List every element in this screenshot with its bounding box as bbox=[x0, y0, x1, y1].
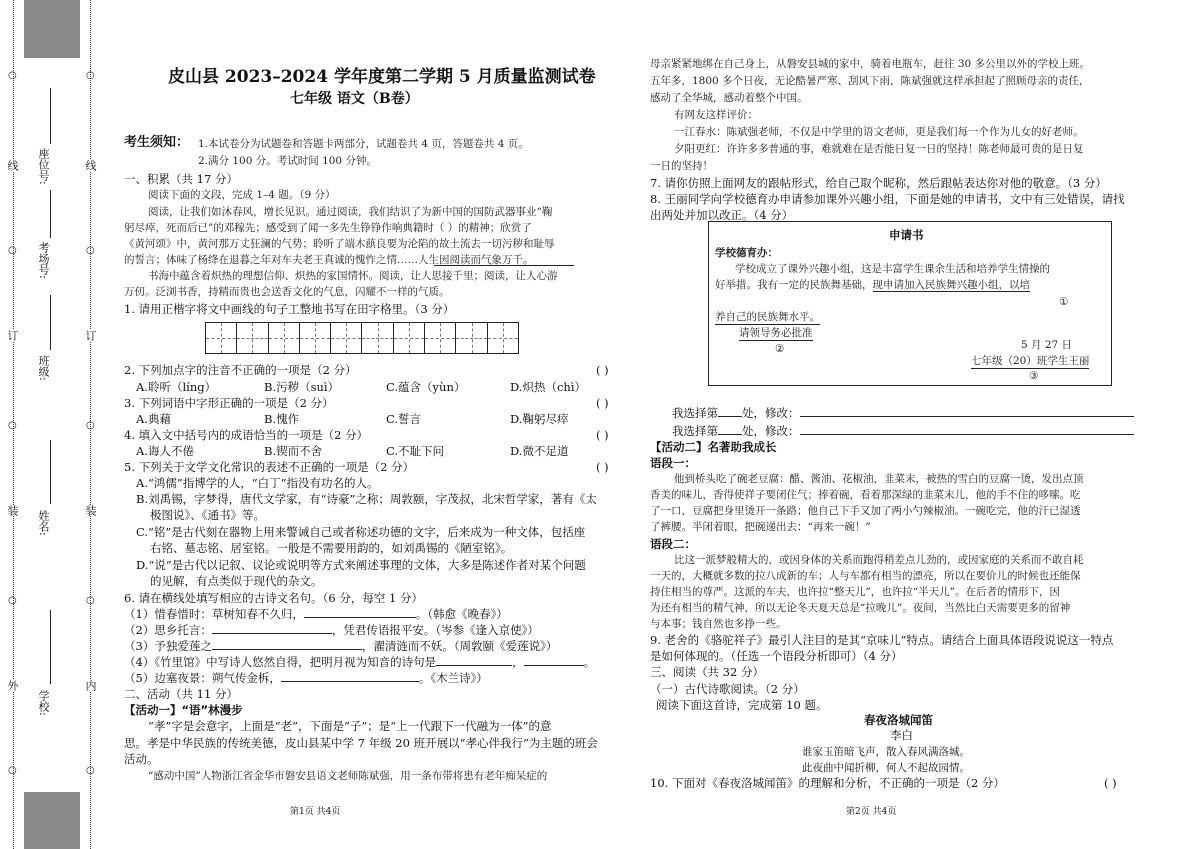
option: 右铭、墓志铭、居室铭。一般是不需要用韵的，如刘禹锡的《陋室铭》。 bbox=[150, 541, 513, 555]
excerpt-line: 了裤腰。半闭着眼，把碗递出去：“再来一碗！” bbox=[650, 521, 871, 533]
blank-field[interactable] bbox=[718, 416, 742, 417]
answer-line bbox=[672, 424, 1134, 438]
grid-cell[interactable] bbox=[488, 323, 518, 353]
letter-recipient: 学校德育办： bbox=[715, 247, 778, 259]
passage-line: 一日的坚持！ bbox=[650, 160, 713, 172]
option: 的见解，有点类似于现代的杂文。 bbox=[150, 574, 323, 588]
section-heading: 一、积累（共 17 分） bbox=[124, 172, 238, 186]
answer-paren[interactable]: ( ) bbox=[596, 428, 609, 442]
question-10: 10. 下面对《春夜洛城闻笛》的理解和分析，不正确的一项是（2 分） bbox=[650, 776, 1005, 790]
passage-line: 母亲紧紧地绑在自己身上，从磐安县城的家中，骑着电瓶车，赶往 30 多公里以外的学校上班。 bbox=[650, 58, 1091, 70]
inner-label-bind: 订 bbox=[84, 330, 97, 341]
poem-line: 谁家玉笛暗飞声，散入春风满洛城。 bbox=[802, 746, 970, 758]
notice-label: 考生须知： bbox=[124, 135, 190, 150]
letter-text: 好举措。我有一定的民族舞基础， bbox=[715, 279, 873, 291]
question-8: 出两处并加以改正。（4 分） bbox=[650, 208, 794, 222]
activity-text: 活动。 bbox=[124, 752, 159, 766]
option: C.蕴含（yùn） bbox=[386, 380, 466, 394]
excerpt-label: 语段二： bbox=[650, 537, 696, 551]
question-6: 6. 请在横线处填写相应的古诗文名句。（6 分，每空 1 分） bbox=[124, 591, 423, 605]
letter-date: 5 月 27 日 bbox=[1021, 339, 1073, 351]
activity-text: “孝”字是会意字，上面是“老”，下面是“子”；是“上一代跟下一代融为一体”的意 bbox=[148, 719, 552, 733]
letter-line: 学校成立了课外兴趣小组，这是丰富学生课余生活和培养学生情操的 bbox=[735, 263, 1050, 275]
activity-heading: 【活动二】名著助我成长 bbox=[650, 440, 777, 454]
activity-text: 思。孝是中华民族的传统美德，皮山县某中学 7 年级 20 班开展以“孝心伴我行”为主题的班会 bbox=[124, 736, 598, 750]
letter-line bbox=[715, 278, 1030, 292]
excerpt-line: 持住相当的尊严。这派的车夫，也许拉“整天儿”，也许拉“半天儿”。在后者的情形下，因 bbox=[650, 586, 1060, 598]
letter-signature: 七年级（20）班学生王丽 bbox=[971, 355, 1090, 367]
passage-line: 有网友这样评价： bbox=[674, 109, 758, 121]
inner-label-inside: 内 bbox=[84, 680, 97, 691]
passage-line: 感动了全华城，感动着整个中国。 bbox=[650, 92, 808, 104]
outer-label-line: 线 bbox=[6, 160, 19, 171]
fill-line bbox=[124, 639, 557, 653]
poem-author: 李白 bbox=[890, 728, 913, 742]
seat-number-label: 座位号: bbox=[37, 148, 50, 185]
question-2: 2. 下列加点字的注音不正确的一项是（2 分） bbox=[124, 363, 357, 377]
mark-1: ① bbox=[1059, 296, 1069, 308]
letter-error-1-cont: 养自己的民族舞水平。 bbox=[715, 311, 820, 323]
fill-prompt: （2）思乡托言： bbox=[124, 623, 212, 637]
fill-source: ，凭君传语报平安。（岑参《逢入京使》） bbox=[331, 623, 539, 637]
passage-line: 五年多，1800 多个日夜，无论酷暑严寒、刮风下雨，陈斌强就这样承担起了照顾母亲的责任， bbox=[650, 75, 1090, 87]
binding-hole-icon: ○ bbox=[8, 245, 17, 256]
binding-hole-icon: ○ bbox=[8, 70, 17, 81]
blank-field[interactable] bbox=[800, 416, 1134, 417]
name-field[interactable] bbox=[50, 440, 51, 504]
fill-line bbox=[124, 623, 539, 637]
question-5: 5. 下列关于文学文化常识的表述不正确的一项是（2 分） bbox=[124, 460, 415, 474]
option: B.锲而不舍 bbox=[264, 444, 323, 458]
subsection-heading: （一）古代诗歌阅读。（2 分） bbox=[650, 682, 805, 696]
school-label: 学校: bbox=[37, 690, 50, 716]
binding-hole-icon: ○ bbox=[86, 765, 95, 776]
binding-hole-icon: ○ bbox=[8, 420, 17, 431]
fill-line: （4）《竹里馆》中写诗人悠然自得，把明月视为知音的诗句是 ， 。 bbox=[124, 655, 596, 669]
choose-label: 我选择第 bbox=[672, 406, 718, 420]
page-footer: 第1页 共4页 bbox=[290, 807, 341, 817]
modify-label: 处，修改： bbox=[742, 424, 800, 438]
binding-hole-icon: ○ bbox=[86, 245, 95, 256]
grid-cell[interactable] bbox=[206, 323, 237, 353]
excerpt-line: 与本事；钱自然也多挣一些。 bbox=[650, 618, 787, 630]
answer-line bbox=[672, 406, 1134, 420]
grid-cell[interactable] bbox=[331, 323, 362, 353]
letter-title: 申请书 bbox=[889, 228, 924, 242]
option: A.“鸿儒”指博学的人，“白丁”指没有功名的人。 bbox=[136, 476, 379, 490]
question-4: 4. 填入文中括号内的成语恰当的一项是（2 分） bbox=[124, 428, 369, 442]
fill-source: 。《木兰诗》） bbox=[418, 671, 488, 685]
blank-field[interactable] bbox=[436, 665, 512, 666]
option: D.炽热（chì） bbox=[510, 380, 586, 394]
question-7: 7. 请你仿照上面网友的跟帖形式，给自己取个昵称，然后跟帖表达你对他的敬意。（3 分） bbox=[650, 176, 1107, 190]
application-letter-box bbox=[708, 221, 1112, 386]
mark-3: ③ bbox=[1029, 370, 1039, 382]
option: C.“铭”是古代刻在器物上用来警诫自己或者称述功德的文字，后来成为一种文体，包括座 bbox=[136, 525, 586, 539]
binding-hole-icon: ○ bbox=[8, 595, 17, 606]
fill-prompt: （4）《竹里馆》中写诗人悠然自得，把明月视为知音的诗句是 bbox=[124, 655, 437, 669]
answer-paren[interactable]: ( ) bbox=[1104, 776, 1117, 790]
binding-shade-top bbox=[24, 0, 80, 58]
grid-cell[interactable] bbox=[362, 323, 393, 353]
binding-hole-icon: ○ bbox=[8, 765, 17, 776]
exam-subtitle: 七年级 语文（B卷） bbox=[290, 91, 419, 107]
passage-line: 阅读，让我们如沐春风，增长见识。通过阅读，我们结识了为新中国的国防武器事业“鞠 bbox=[148, 206, 553, 218]
inner-label-fold: 装 bbox=[84, 505, 97, 516]
passage-line: 一江春水：陈斌强老师，不仅是中学里的语文老师，更是我们每一个作为儿女的好老师。 bbox=[674, 126, 1084, 138]
excerpt-line: 了一口，豆腐把身里烫开一条路；他自己下手又加了两小勺辣椒油。一碗吃完，他的汗已湿透 bbox=[650, 505, 1081, 517]
section-intro: 阅读下面的文段，完成 1–4 题。（9 分） bbox=[148, 189, 336, 201]
binding-hole-icon: ○ bbox=[86, 595, 95, 606]
exam-room-field[interactable] bbox=[50, 190, 51, 238]
grid-cell[interactable] bbox=[300, 323, 331, 353]
inner-label-line: 线 bbox=[84, 160, 97, 171]
question-9: 是如何体现的。（任选一个语段分析即可）（4 分） bbox=[650, 649, 903, 663]
outer-label-outside: 外 bbox=[6, 680, 19, 691]
question-9: 9. 老舍的《骆驼祥子》最引人注目的是其“京味儿”特点。请结合上面具体语段说说这一特点 bbox=[650, 633, 1114, 647]
fill-prompt: （3）予独爱莲之 bbox=[124, 639, 212, 653]
option: C.誓言 bbox=[386, 412, 422, 426]
outer-label-bind: 订 bbox=[6, 330, 19, 341]
grid-cell[interactable] bbox=[269, 323, 300, 353]
blank-field[interactable] bbox=[281, 681, 419, 682]
grid-cell[interactable] bbox=[237, 323, 268, 353]
blank-field[interactable] bbox=[212, 633, 332, 634]
section-heading: 二、活动（共 11 分） bbox=[124, 687, 238, 701]
blank-field[interactable] bbox=[524, 665, 584, 666]
option: B.愧作 bbox=[264, 412, 300, 426]
grid-cell[interactable] bbox=[394, 323, 425, 353]
binding-margin bbox=[0, 0, 104, 849]
blank-field[interactable] bbox=[800, 434, 1134, 435]
notice-item: 1.本试卷分为试题卷和答题卡两部分，试题卷共 4 页，答题卷共 4 页。 bbox=[198, 138, 529, 150]
exam-room-label: 考场号: bbox=[37, 242, 50, 279]
option: 极图说》、《通书》等。 bbox=[150, 508, 265, 522]
grid-cell[interactable] bbox=[456, 323, 487, 353]
fill-line bbox=[124, 671, 488, 685]
exam-page-1 bbox=[110, 0, 640, 849]
question-3: 3. 下列词语中字形正确的一项是（2 分） bbox=[124, 396, 334, 410]
fill-prompt: （1）惜春惜时：草树知春不久归， bbox=[124, 607, 304, 621]
question-8: 8. 王丽同学向学校德育办申请参加课外兴趣小组，下面是她的申请书，文中有三处错误，请找 bbox=[650, 192, 1125, 206]
option: C.不耻下问 bbox=[386, 444, 445, 458]
binding-hole-icon: ○ bbox=[86, 70, 95, 81]
fill-source: 。（韩愈《晚春》） bbox=[415, 607, 508, 621]
class-label: 班级: bbox=[37, 355, 50, 381]
notice-item: 2.满分 100 分。考试时间 100 分钟。 bbox=[198, 155, 377, 167]
option: A.诲人不倦 bbox=[136, 444, 194, 458]
tianzige-grid[interactable] bbox=[205, 322, 519, 354]
activity-text: “感动中国”人物浙江省金华市磐安县语文老师陈斌强，用一条布带将患有老年痴呆症的 bbox=[148, 770, 548, 782]
fill-source: ，濯清涟而不妖。（周敦颐《爱莲说》） bbox=[361, 639, 558, 653]
excerpt-line: 香美的味儿，香得使祥子要闭住气；捧着碗，看着那深绿的韭菜末儿，他的手不住的哆嗦。吃 bbox=[650, 489, 1081, 501]
blank-field[interactable] bbox=[212, 649, 362, 650]
activity-heading: 【活动一】“语”林漫步 bbox=[124, 703, 243, 717]
excerpt-line: 比这一派梦般精大的，或因身体的关系而跑得稍差点儿劲的，或因家庭的关系而不敢自耗 bbox=[674, 554, 1084, 566]
seat-number-field[interactable] bbox=[50, 88, 51, 144]
passage-line: 《黄河颂》中，黄河那万丈狂澜的气势；聆听了端木蕻良要为沦陷的故土流去一切污秽和耻辱 bbox=[124, 238, 555, 250]
class-field[interactable] bbox=[50, 295, 51, 350]
excerpt-line: 为还有相当的精气神，所以无论冬天夏天总是“拉晚儿”。夜间，当然比白天需要更多的留神 bbox=[650, 602, 1071, 614]
fill-line bbox=[124, 607, 508, 621]
section-intro: 阅读下面这首诗，完成第 10 题。 bbox=[656, 698, 828, 712]
poem-title: 春夜洛城闻笛 bbox=[864, 713, 933, 727]
passage-line: 的誓言；体味了杨绛在退暮之年对车夫老王真诚的愧怍之情……人生因阅读而气象万千。 bbox=[124, 254, 534, 266]
option: A.聆听（líng） bbox=[136, 380, 217, 394]
mark-2: ② bbox=[775, 343, 785, 355]
fill-prompt: （5）边塞夜景：朔气传金柝， bbox=[124, 671, 281, 685]
answer-paren[interactable]: ( ) bbox=[596, 363, 609, 377]
name-label: 姓名: bbox=[37, 510, 50, 536]
page-footer: 第2页 共4页 bbox=[846, 807, 897, 817]
letter-error-2: 请领导务必批准 bbox=[739, 327, 813, 339]
exam-title: 皮山县 2023–2024 学年度第二学期 5 月质量监测试卷 bbox=[168, 67, 596, 87]
option: B.污秽（suì） bbox=[264, 380, 340, 394]
binding-shade-bottom bbox=[24, 792, 80, 849]
passage-line: 躬尽瘁，死而后已”的邓稼先；感受到了闻一多先生铮铮作响典籍时（ ）的精神；欣赏了 bbox=[124, 222, 532, 234]
choose-label: 我选择第 bbox=[672, 424, 718, 438]
option: D.微不足道 bbox=[510, 444, 569, 458]
question-1: 1. 请用正楷字将文中画线的句子工整地书写在田字格里。（3 分） bbox=[124, 302, 455, 316]
option: B.刘禹锡，字梦得，唐代文学家，有“诗豪”之称；周敦颐，字茂叔，北宋哲学家，著有《太 bbox=[136, 492, 597, 506]
passage-line: 夕阳更红：许许多多普通的事，难就难在是否能日复一日的坚持！陈老师最可贵的是日复 bbox=[674, 143, 1084, 155]
grid-cell[interactable] bbox=[425, 323, 456, 353]
outer-label-fold: 装 bbox=[6, 505, 19, 516]
option: A.典藉 bbox=[136, 412, 171, 426]
answer-paren[interactable]: ( ) bbox=[596, 396, 609, 410]
school-field[interactable] bbox=[50, 610, 51, 684]
modify-label: 处，修改： bbox=[742, 406, 800, 420]
excerpt-line: 一天的，大概就多数的拉八成新的车；人与车都有相当的漂亮，所以在要价儿的时候也还能保 bbox=[650, 570, 1081, 582]
excerpt-line: 他到桥头吃了碗老豆腐：醋、酱油、花椒油，韭菜末，被热的雪白的豆腐一烫，发出点顶 bbox=[674, 473, 1084, 485]
section-heading: 三、阅读（共 32 分） bbox=[650, 665, 764, 679]
poem-line: 此夜曲中闻折柳，何人不起故园情。 bbox=[802, 762, 970, 774]
excerpt-label: 语段一： bbox=[650, 456, 696, 470]
option: D.鞠躬尽瘁 bbox=[510, 412, 569, 426]
answer-paren[interactable]: ( ) bbox=[596, 460, 609, 474]
blank-field[interactable] bbox=[718, 434, 742, 435]
blank-field[interactable] bbox=[304, 617, 416, 618]
letter-error-1: 现申请加入民族舞兴趣小组，以培 bbox=[872, 279, 1030, 291]
binding-hole-icon: ○ bbox=[86, 420, 95, 431]
option: D.“说”是古代以记叙、议论或说明等方式来阐述事理的文体，大多是陈述作者对某个问题 bbox=[136, 558, 586, 572]
passage-line: 书海中蕴含着炽热的理想信仰、炽热的家国情怀。阅读，让人思接千里；阅读，让人心游 bbox=[148, 270, 558, 282]
underlined-sentence-mark bbox=[434, 265, 574, 266]
passage-line: 万仞。泛浏书香，持精而贵也会送香文化的气息，闪耀不一样的气质。 bbox=[124, 286, 450, 298]
exam-page-2 bbox=[646, 0, 1156, 849]
